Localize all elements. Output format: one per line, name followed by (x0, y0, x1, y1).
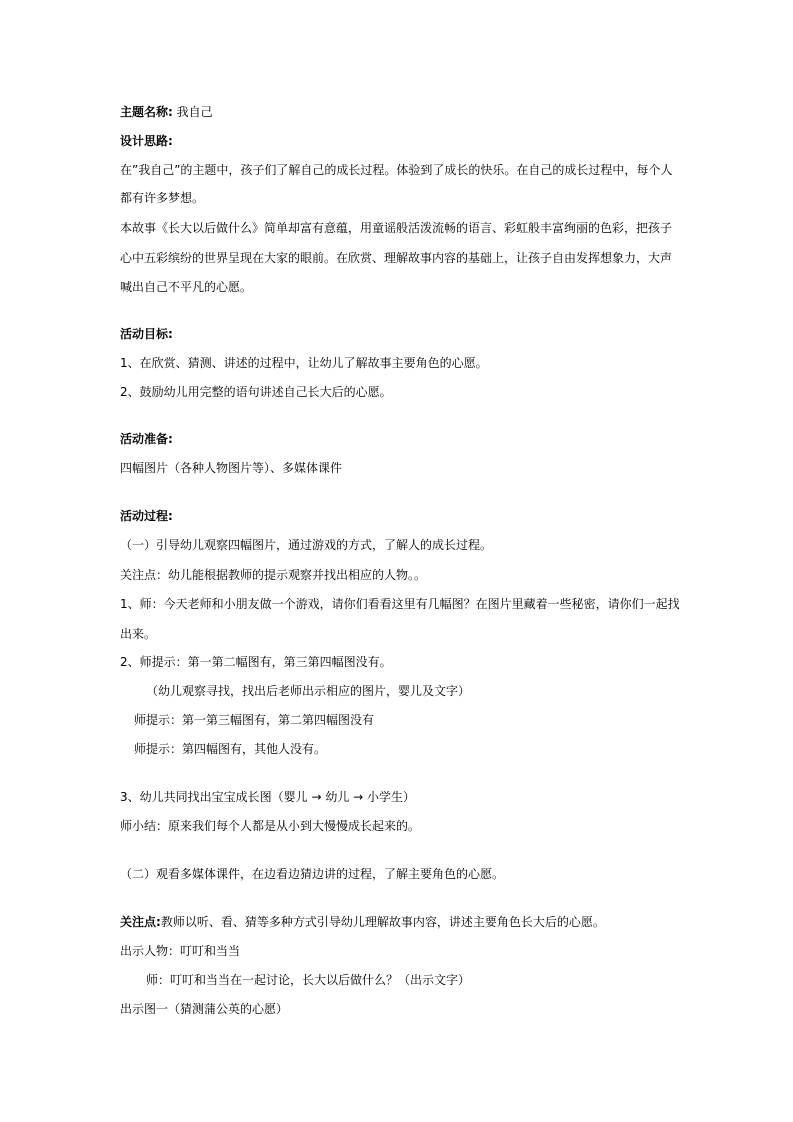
process-line: 出示图一（猜测蒲公英的心愿） (120, 1002, 289, 1016)
goals-heading: 活动目标: (120, 327, 173, 341)
process-line: （幼儿观察寻找，找出后老师出示相应的图片，婴儿及文字） (146, 684, 471, 698)
process-line: 2、师提示：第一第二幅图有，第三第四幅图没有。 (120, 655, 392, 669)
process-line: 师小结：原来我们每个人都是从小到大慢慢成长起来的。 (120, 819, 421, 833)
design-para1-line1: 在”我自己”的主题中，孩子们了解自己的成长过程。体验到了成长的快乐。在自己的成长过程中，每个人 (120, 163, 673, 177)
process-line: 出来。 (120, 627, 157, 641)
design-para2-line2: 心中五彩缤纷的世界呈现在大家的眼前。在欣赏、理解故事内容的基础上，让孩子自由发挥想象力，大声 (120, 251, 673, 265)
prep-heading: 活动准备: (120, 432, 173, 446)
design-heading: 设计思路: (120, 134, 173, 148)
theme-label: 主题名称: (120, 105, 173, 119)
design-para2-line3: 喊出自己不平凡的心愿。 (120, 280, 253, 294)
goal-item: 1、在欣赏、猜测、讲述的过程中，让幼儿了解故事主要角色的心愿。 (120, 356, 488, 370)
process-line: 3、幼儿共同找出宝宝成长图（婴儿 → 幼儿 → 小学生） (120, 790, 416, 804)
process-line: 师：叮叮和当当在一起讨论，长大以后做什么？（出示文字） (146, 973, 471, 987)
focus-text: 教师以听、看、猜等多种方式引导幼儿理解故事内容，讲述主要角色长大后的心愿。 (160, 915, 605, 929)
prep-text: 四幅图片（各种人物图片等）、多媒体课件 (120, 461, 343, 475)
design-para2-line1: 本故事《长大以后做什么》简单却富有意蕴，用童谣般活泼流畅的语言、彩虹般丰富绚丽的色彩，把孩子 (120, 221, 673, 235)
process-line: 1、师：今天老师和小朋友做一个游戏，请你们看看这里有几幅图？在图片里藏着一些秘密，请你们一起找 (120, 597, 680, 611)
theme-line (120, 104, 213, 120)
process-line: 师提示：第四幅图有，其他人没有。 (134, 742, 327, 756)
process-line: （二）观看多媒体课件，在边看边猜边讲的过程，了解主要角色的心愿。 (120, 867, 505, 881)
process-heading: 活动过程: (120, 509, 173, 523)
process-line: 出示人物：叮叮和当当 (120, 944, 241, 958)
theme-value: 我自己 (176, 105, 213, 119)
focus-line (120, 914, 605, 930)
focus-label: 关注点: (120, 915, 161, 929)
process-line: 师提示：第一第三幅图有，第二第四幅图没有 (134, 713, 375, 727)
goal-item: 2、鼓励幼儿用完整的语句讲述自己长大后的心愿。 (120, 385, 392, 399)
process-line: （一）引导幼儿观察四幅图片，通过游戏的方式，了解人的成长过程。 (120, 538, 493, 552)
process-line: 关注点：幼儿能根据教师的提示观察并找出相应的人物。。 (120, 568, 427, 582)
design-para1-line2: 都有许多梦想。 (120, 191, 205, 205)
